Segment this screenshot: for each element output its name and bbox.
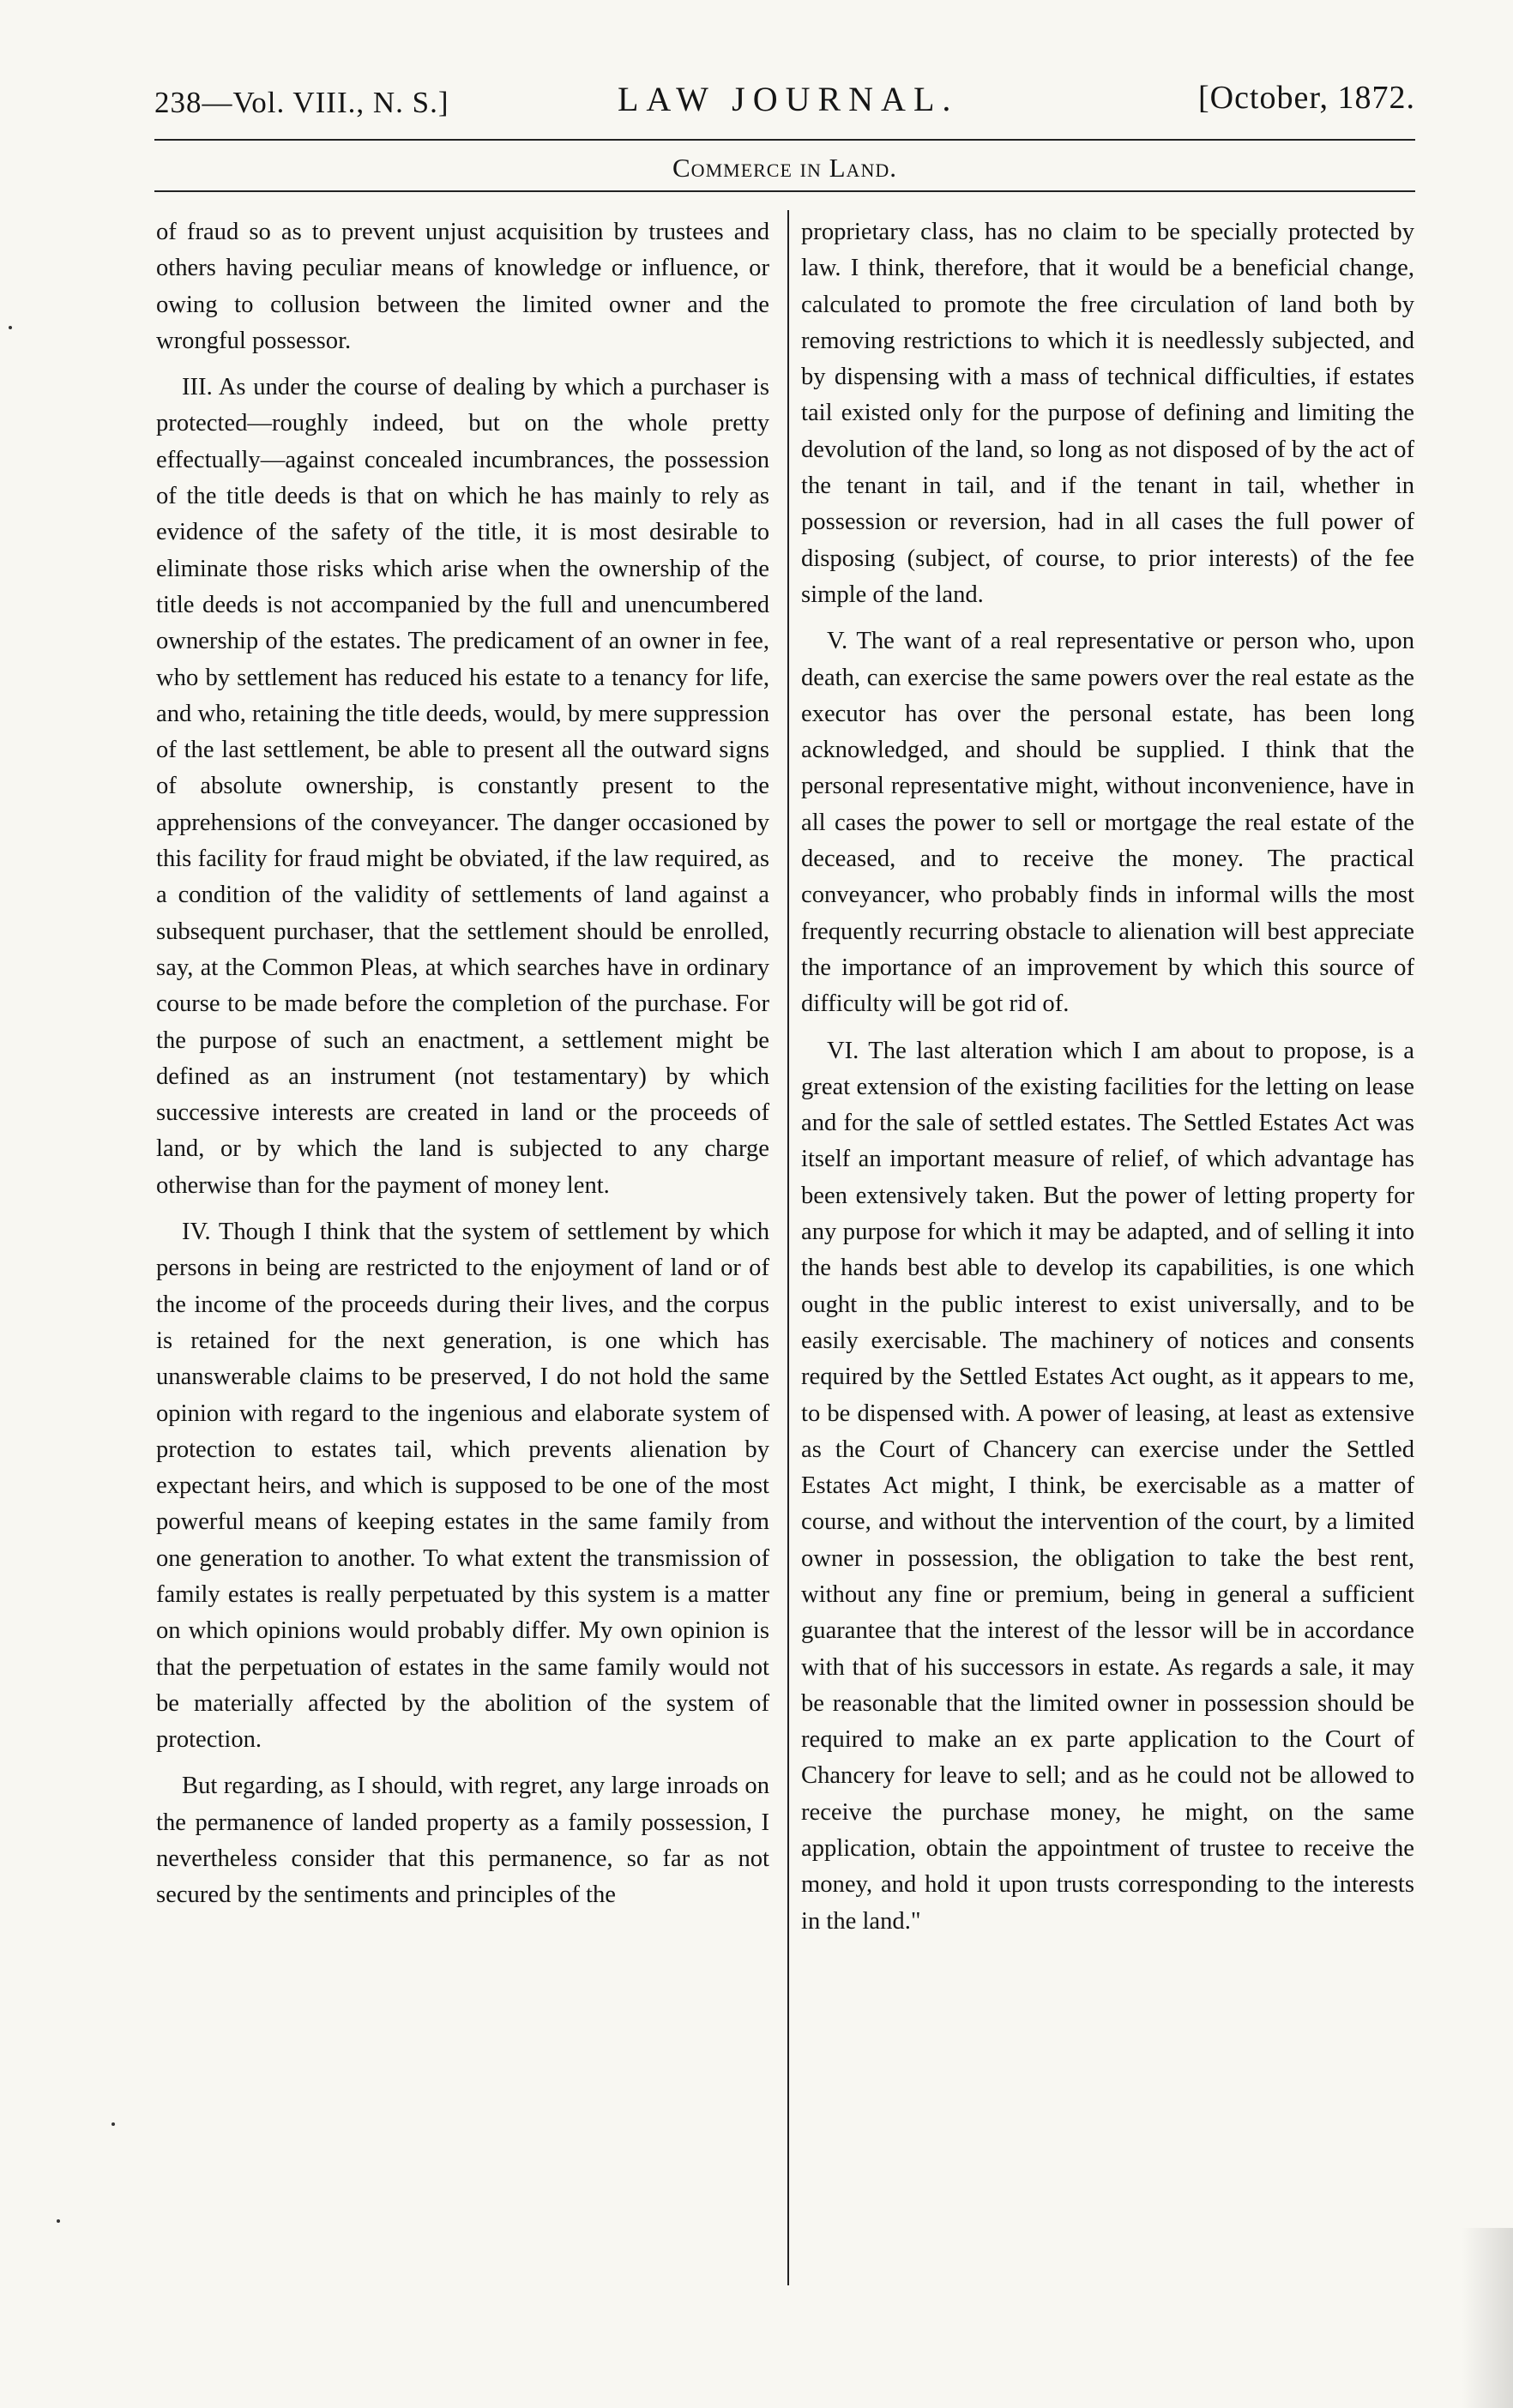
column-divider bbox=[787, 210, 789, 2285]
journal-title: LAW JOURNAL. bbox=[618, 80, 959, 118]
paper-speck bbox=[57, 2219, 60, 2223]
left-column bbox=[156, 214, 769, 1924]
paragraph-v: V. The want of a real representative or person who, upon death, can exercise the same powers over the real estate as the executor has over the personal estate, has been long acknowledged, and should be supplied. I think that the personal representative might, without inconvenience, have in all cases the power to sell or mortgage the real estate of the deceased, and to receive the money. The practical conveyancer, who probably finds in informal wills the most frequently recurring obstacle to alienation will best appreciate the importance of an improvement by which this source of difficulty will be got rid of. bbox=[801, 628, 1414, 1018]
article-title: Commerce in Land. bbox=[672, 153, 897, 183]
header-rule bbox=[154, 139, 1415, 141]
volume-reference: 238—Vol. VIII., N. S.] bbox=[154, 86, 449, 119]
paragraph-but-regarding: But regarding, as I should, with regret, any large inroads on the permanence of landed property as a family possession, I nevertheless consider that this permanence, so far as not secured by the sentiments and principles of the bbox=[156, 1773, 769, 1909]
paragraph-proprietary: proprietary class, has no claim to be specially protected by law. I think, therefore, that it would be a beneficial change, calculated to promote the free circulation of land both by removing restrictions to which it is needlessly subjected, and by dispensing with a mass of technical difficulties, if estates tail existed only for the purpose of defining and limiting the devolution of the land, so long as not disposed of by the act of the tenant in tail, and if the tenant in tail, whether in possession or reversion, had in all cases the full power of disposing (subject, of course, to prior interests) of the fee simple of the land. bbox=[801, 219, 1414, 608]
subheader-rule bbox=[154, 190, 1415, 192]
paragraph-vi: VI. The last alteration which I am about to propose, is a great extension of the existing facilities for the letting on lease and for the sale of settled estates. The Settled Estates Act was itself an important measure of relief, of which advantage has been extensively taken. But the power of letting property for any purpose for which it may be adapted, and of selling it into the hands best able to develop its capabilities, is one which ought in the public interest to exist universally, and to be easily exercisable. The machinery of notices and consents required by the Settled Estates Act ought, as it appears to me, to be dispensed with. A power of leasing, at least as extensive as the Court of Chancery can exercise under the Settled Estates Act might, I think, be exercisable as a matter of course, and without the intervention of the court, by a limited owner in possession, the obligation to take the best rent, without any fine or premium, being in general a sufficient guarantee that the interest of the lessor will be in accordance with that of his successors in estate. As regards a sale, it may be reasonable that the limited owner in possession should be required to make an ex parte application to the Court of Chancery for leave to sell; and as he could not be allowed to receive the purchase money, he might, on the same application, obtain the appointment of trustee to receive the money, and hold it upon trusts corresponding to the interests in the land." bbox=[801, 1037, 1414, 1935]
paper-speck bbox=[112, 2122, 115, 2126]
issue-date: [October, 1872. bbox=[1197, 80, 1415, 116]
page-edge-shadow bbox=[1462, 2228, 1513, 2408]
paragraph-continuation: of fraud so as to prevent unjust acquisition by trustees and others having peculiar means of knowledge or influence, or owing to collusion between the limited owner and the wrongful possessor. bbox=[156, 219, 769, 354]
right-column bbox=[801, 214, 1414, 1950]
paragraph-iv: IV. Though I think that the system of settlement by which persons in being are restricted to the enjoyment of land or of the income of the proceeds during their lives, and the corpus is retained for the next generation, is one which has unanswerable claims to be preserved, I do not hold the same opinion with regard to the ingenious and elaborate system of protection to estates tail, which prevents alienation by expectant heirs, and which is supposed to be one of the most powerful means of keeping estates in the same family from one generation to another. To what extent the transmission of family estates is really perpetuated by this system is a matter on which opinions would probably differ. My own opinion is that the perpetuation of estates in the same family would not be materially affected by the abolition of the system of protection. bbox=[156, 1219, 769, 1754]
running-header bbox=[154, 79, 1415, 130]
paper-speck bbox=[9, 326, 12, 329]
paragraph-iii: III. As under the course of dealing by which a purchaser is protected—roughly indeed, but on the whole pretty effectually—against concealed incumbrances, the possession of the title deeds is that on which he has mainly to rely as evidence of the safety of the title, it is most desirable to eliminate those risks which arise when the ownership of the title deeds is not accompanied by the full and unencumbered ownership of the estates. The predicament of an owner in fee, who by settlement has reduced his estate to a tenancy for life, and who, retaining the title deeds, would, by mere suppression of the last settlement, be able to present all the outward signs of absolute ownership, is constantly present to the apprehensions of the conveyancer. The danger occasioned by this facility for fraud might be obviated, if the law required, as a condition of the validity of settlements of land against a subsequent purchaser, that the settlement should be enrolled, say, at the Common Pleas, at which searches have in ordinary course to be made before the completion of the purchase. For the purpose of such an enactment, a settlement might be defined as an instrument (not testamentary) by which successive interests are created in land or the proceeds of land, or by which the land is subjected to any charge otherwise than for the payment of money lent. bbox=[156, 374, 769, 1199]
